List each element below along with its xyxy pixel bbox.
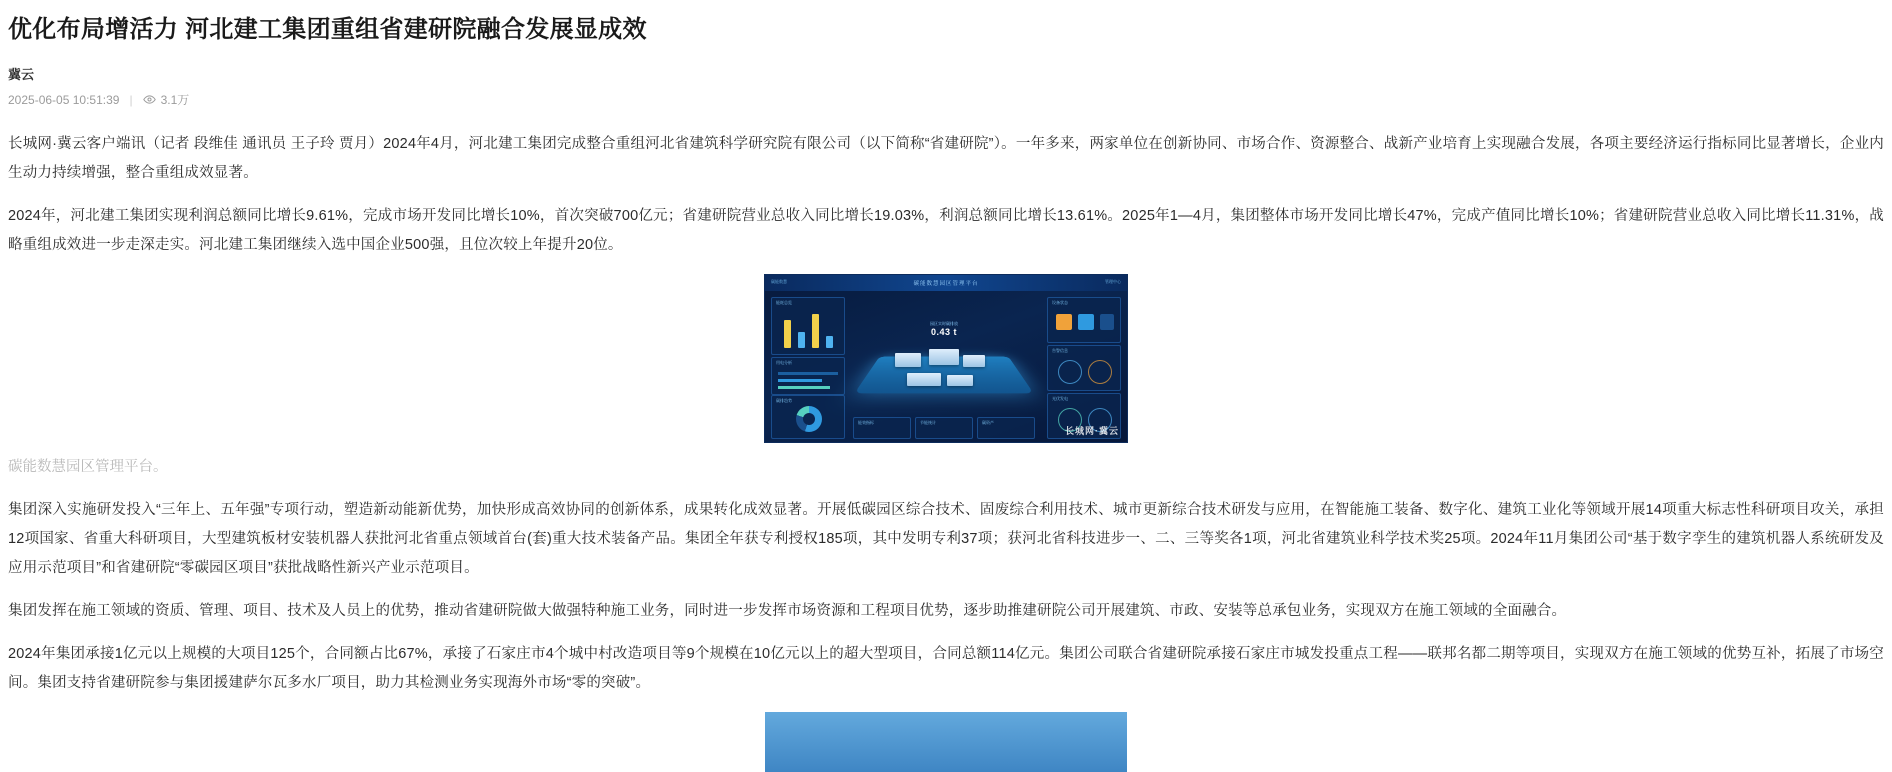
panel-right-3-label: 光伏发电 <box>1052 396 1068 402</box>
paragraph-1: 长城网·冀云客户端讯（记者 段维佳 通讯员 王子玲 贾月）2024年4月，河北建工集团完成整合重组河北省建筑科学研究院有限公司（以下简称“省建研院”）。一年多来，两家单位在创新协同、市场合作、资源整合、战新产业培育上实现融合发展，各项主要经济运行指标同比显著增长，企业内生动力持续增强，整合重组成效显著。 <box>8 136 1884 182</box>
panel-left-2-label: 用电分析 <box>776 360 792 366</box>
figure-caption: 碳能数慧园区管理平台。 <box>8 459 168 476</box>
panel-bottom-3-label: 碳资产 <box>982 420 994 426</box>
panel-right-2 <box>1047 345 1121 391</box>
panel-bottom-2 <box>915 417 973 439</box>
figure-container <box>8 274 1884 443</box>
watermark: 长城网·冀云 <box>1065 426 1119 437</box>
article-meta <box>8 91 1884 108</box>
view-count-group <box>143 91 190 108</box>
dashboard-screenshot <box>764 274 1128 443</box>
view-count: 3.1万 <box>160 93 190 108</box>
panel-bottom-3 <box>977 417 1035 439</box>
panel-left-2 <box>771 357 845 395</box>
panel-right-2-label: 告警信息 <box>1052 348 1068 354</box>
kpi-label: 园区实时碳排放 <box>930 321 958 327</box>
park-3d-model <box>851 297 1037 413</box>
second-image-top-edge <box>765 712 1127 772</box>
paragraph-4: 集团发挥在施工领域的资质、管理、项目、技术及人员上的优势，推动省建研院做大做强特种施工业务，同时进一步发挥市场资源和工程项目优势，逐步助推建研院公司开展建筑、市政、安装等总承包业务，实现双方在施工领域的全面融合。 <box>8 603 1567 620</box>
dashboard-header-left: 碳能数慧 <box>771 279 787 285</box>
panel-left-3-label: 碳排趋势 <box>776 398 792 404</box>
dashboard-header <box>765 275 1127 291</box>
figure-container-bottom <box>8 712 1884 772</box>
meta-separator: | <box>129 92 133 107</box>
paragraph-5: 2024年集团承接1亿元以上规模的大项目125个，合同额占比67%，承接了石家庄市4个城中村改造项目等9个规模在10亿元以上的超大型项目，合同总额114亿元。集团公司联合省建研院承接石家庄市城发投重点工程——联邦名都二期等项目，实现双方在施工领域的优势互补，拓展了市场空间。集团支持省建研院参与集团援建萨尔瓦多水厂项目，助力其检测业务实现海外市场“零的突破”。 <box>8 646 1884 692</box>
panel-left-3 <box>771 395 845 439</box>
panel-left-1 <box>771 297 845 355</box>
panel-bottom-1 <box>853 417 911 439</box>
dashboard-header-right: 管理中心 <box>1105 279 1121 285</box>
article-source: 冀云 <box>8 67 35 83</box>
page-title: 优化布局增活力 河北建工集团重组省建研院融合发展显成效 <box>8 16 647 43</box>
kpi-value: 0.43 t <box>930 327 957 338</box>
panel-left-1-label: 能耗总览 <box>776 300 792 306</box>
paragraph-3: 集团深入实施研发投入“三年上、五年强”专项行动，塑造新动能新优势，加快形成高效协同的创新体系，成果转化成效显著。开展低碳园区综合技术、固废综合利用技术、城市更新综合技术研发与应用，在智能施工装备、数字化、建筑工业化等领域开展14项重大标志性科研项目攻关，承担12项国家、省重大科研项目，大型建筑板材安装机器人获批河北省重点领域首台(套)重大技术装备产品。集团全年获专利授权185项，其中发明专利37项；获河北省科技进步一、二、三等奖各1项，河北省建筑业科学技术奖25项。2024年11月集团公司“基于数字孪生的建筑机器人系统研发及应用示范项目”和省建研院“零碳园区项目”获批战略性新兴产业示范项目。 <box>8 502 1884 577</box>
publish-datetime: 2025-06-05 10:51:39 <box>8 92 120 107</box>
paragraph-2: 2024年，河北建工集团实现利润总额同比增长9.61%，完成市场开发同比增长10%，首次突破700亿元；省建研院营业总收入同比增长19.03%，利润总额同比增长13.61%。2025年1—4月，集团整体市场开发同比增长47%，完成产值同比增长10%；省建研院营业总收入同比增长11.31%，战略重组成效进一步走深走实。河北建工集团继续入选中国企业500强，且位次较上年提升20位。 <box>8 208 1884 254</box>
panel-bottom-1-label: 能效指标 <box>858 420 874 426</box>
dashboard-title: 碳能数慧园区管理平台 <box>913 281 979 288</box>
kpi-carbon-emission <box>914 321 974 337</box>
panel-right-1-label: 设备状态 <box>1052 300 1068 306</box>
panel-right-1 <box>1047 297 1121 343</box>
panel-bottom-2-label: 节能统计 <box>920 420 936 426</box>
eye-icon <box>143 93 156 106</box>
